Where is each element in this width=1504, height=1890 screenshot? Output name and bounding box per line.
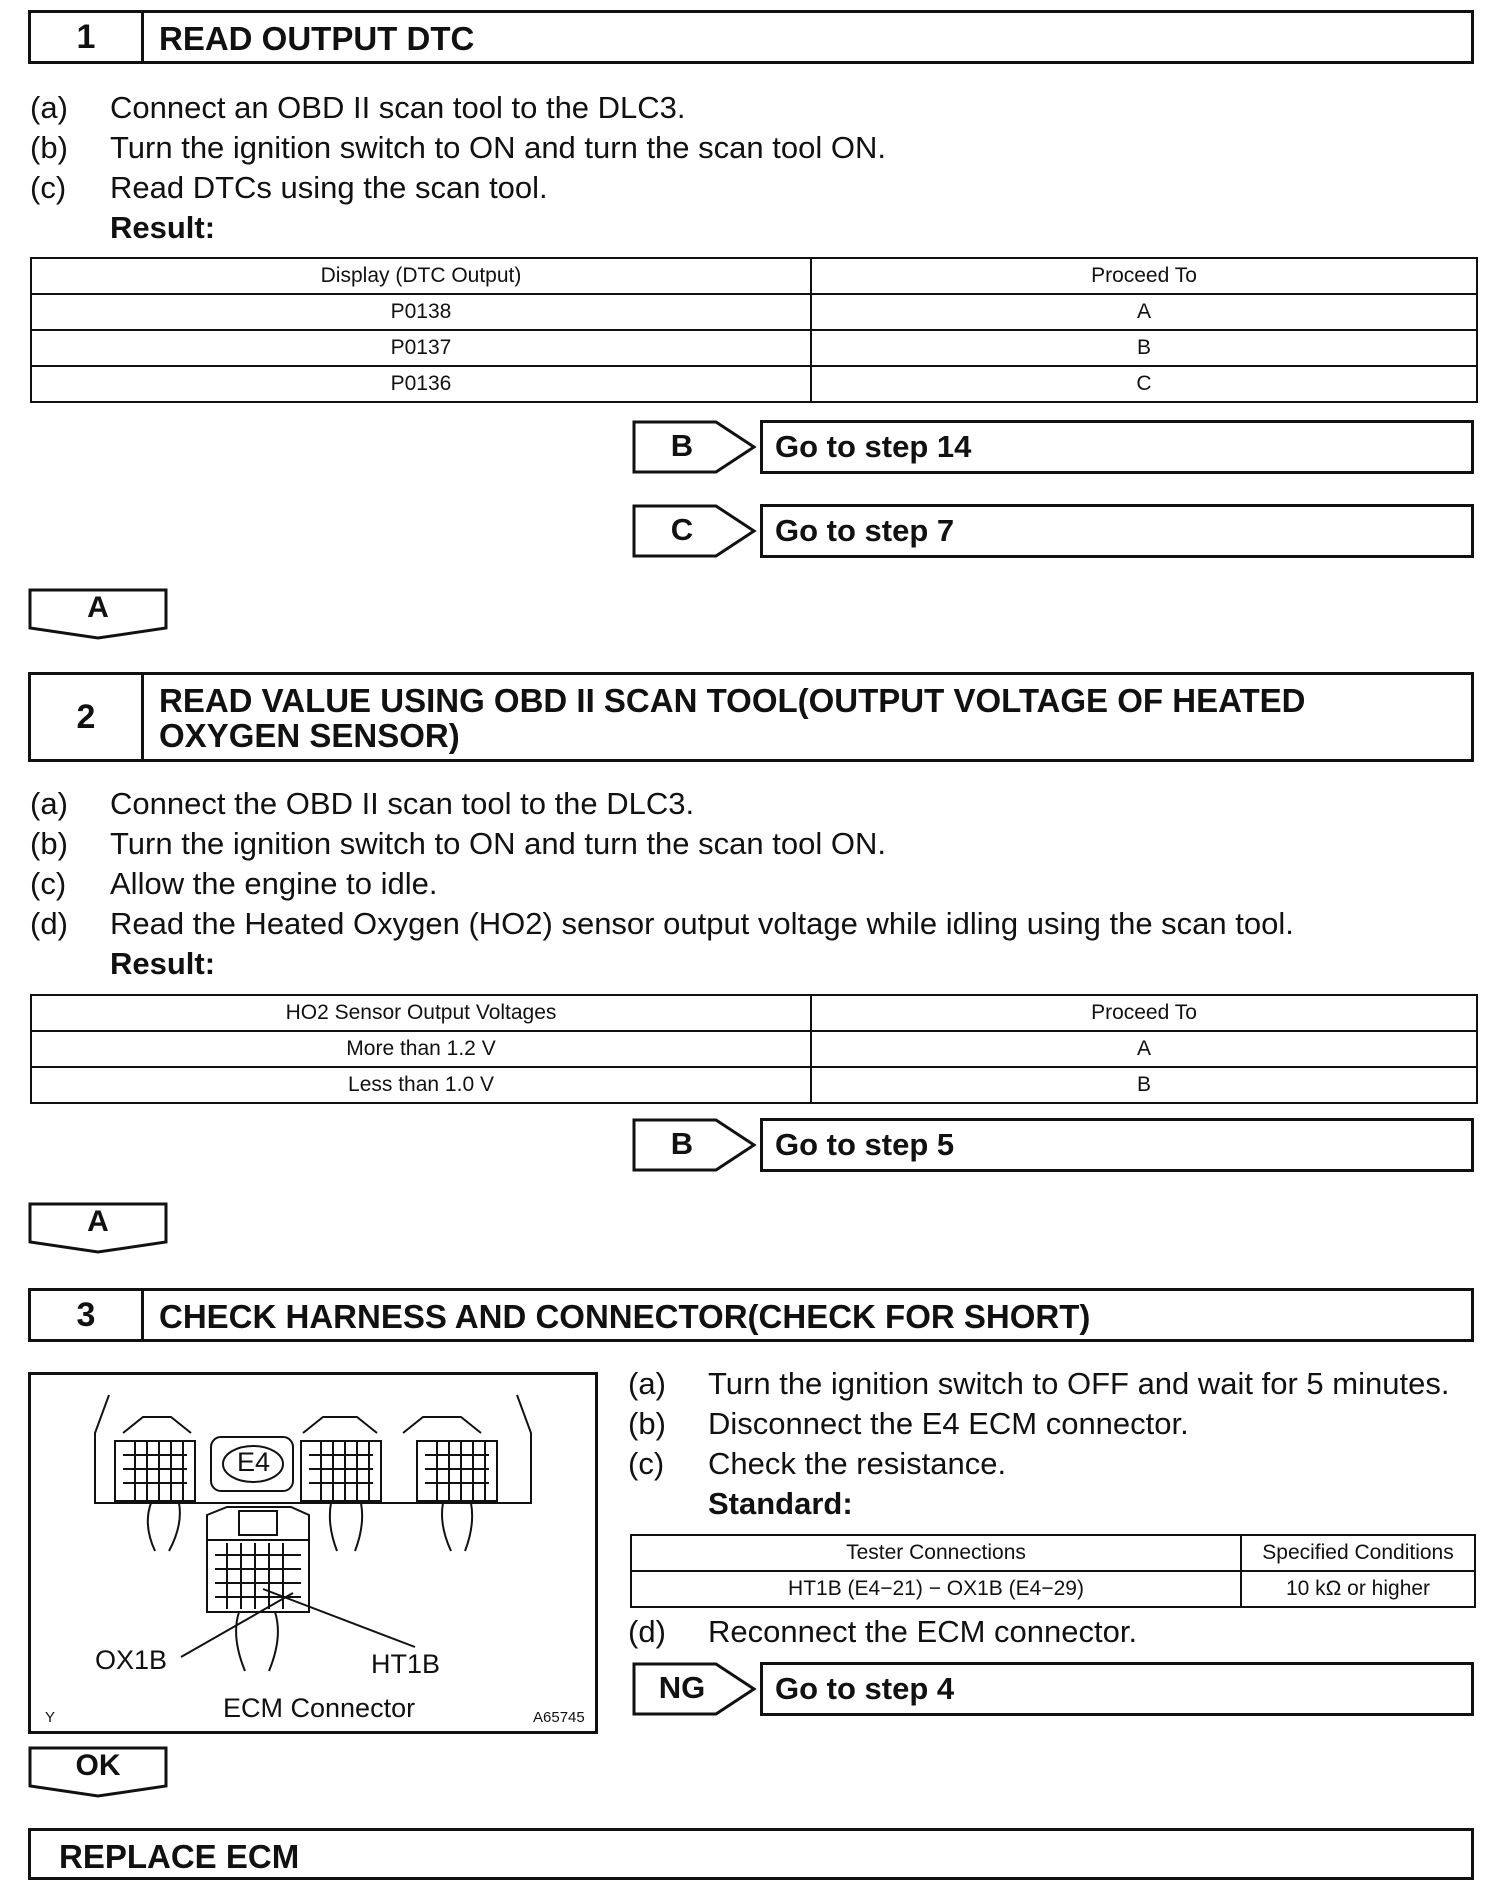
- branch-arrow-ng: NG: [632, 1662, 762, 1716]
- goto-step-link[interactable]: Go to step 4: [760, 1662, 1474, 1716]
- ecm-connector-drawing: [31, 1375, 595, 1731]
- step3-header: [28, 1288, 1474, 1342]
- table-header: Proceed To: [811, 258, 1477, 294]
- table-row: [31, 366, 1477, 402]
- table-cell: P0138: [31, 294, 811, 330]
- table-cell: B: [811, 330, 1477, 366]
- goto-step-link[interactable]: Go to step 14: [760, 420, 1474, 474]
- step-title: CHECK HARNESS AND CONNECTOR(CHECK FOR SHORT): [159, 1298, 1091, 1335]
- result-label: Result:: [110, 946, 216, 981]
- final-action-title: REPLACE ECM: [59, 1838, 300, 1875]
- table-header: HO2 Sensor Output Voltages: [31, 995, 811, 1031]
- table-header-row: [31, 258, 1477, 294]
- figure-id: A65745: [533, 1709, 585, 1726]
- step2-header: [28, 672, 1474, 762]
- table-cell: B: [811, 1067, 1477, 1103]
- step-title: READ VALUE USING OBD II SCAN TOOL(OUTPUT VOLTAGE OF HEATED OXYGEN SENSOR): [159, 682, 1306, 754]
- standard-label: Standard:: [708, 1486, 853, 1521]
- branch-arrow-c: C: [632, 504, 762, 558]
- connector-id-label: E4: [237, 1447, 271, 1477]
- step-number: 3: [31, 1291, 144, 1339]
- result-table: [30, 257, 1478, 403]
- table-cell: P0136: [31, 366, 811, 402]
- branch-arrow-b: B: [632, 420, 762, 474]
- table-row: [31, 1031, 1477, 1067]
- corner-mark: Y: [45, 1709, 56, 1726]
- table-header: Tester Connections: [631, 1535, 1241, 1571]
- step-number: 1: [31, 13, 144, 61]
- result-label: Result:: [110, 210, 216, 245]
- table-cell: More than 1.2 V: [31, 1031, 811, 1067]
- continue-tag[interactable]: A: [28, 1202, 168, 1254]
- table-header: Display (DTC Output): [31, 258, 811, 294]
- step1-header: [28, 10, 1474, 64]
- goto-step-link[interactable]: Go to step 5: [760, 1118, 1474, 1172]
- step-title: READ OUTPUT DTC: [159, 20, 475, 57]
- table-row: [31, 294, 1477, 330]
- illustration-caption: ECM Connector: [223, 1693, 416, 1723]
- table-header-row: [631, 1535, 1475, 1571]
- ox1b-label: OX1B: [95, 1645, 168, 1675]
- table-header: Proceed To: [811, 995, 1477, 1031]
- table-header: Specified Conditions: [1241, 1535, 1475, 1571]
- table-cell: 10 kΩ or higher: [1241, 1571, 1475, 1607]
- continue-tag[interactable]: A: [28, 588, 168, 640]
- ht1b-label: HT1B: [371, 1649, 441, 1679]
- table-row: [31, 330, 1477, 366]
- table-cell: C: [811, 366, 1477, 402]
- table-row: [631, 1571, 1475, 1607]
- table-cell: Less than 1.0 V: [31, 1067, 811, 1103]
- continue-tag-ok[interactable]: OK: [28, 1746, 168, 1798]
- table-header-row: [31, 995, 1477, 1031]
- goto-step-link[interactable]: Go to step 7: [760, 504, 1474, 558]
- standard-table: [630, 1534, 1476, 1608]
- branch-arrow-b: B: [632, 1118, 762, 1172]
- final-action-box: [28, 1828, 1474, 1880]
- table-row: [31, 1067, 1477, 1103]
- result-table: [30, 994, 1478, 1104]
- step-number: 2: [31, 675, 144, 759]
- table-cell: P0137: [31, 330, 811, 366]
- table-cell: A: [811, 294, 1477, 330]
- ecm-connector-illustration: [28, 1372, 598, 1734]
- table-cell: A: [811, 1031, 1477, 1067]
- table-cell: HT1B (E4−21) − OX1B (E4−29): [631, 1571, 1241, 1607]
